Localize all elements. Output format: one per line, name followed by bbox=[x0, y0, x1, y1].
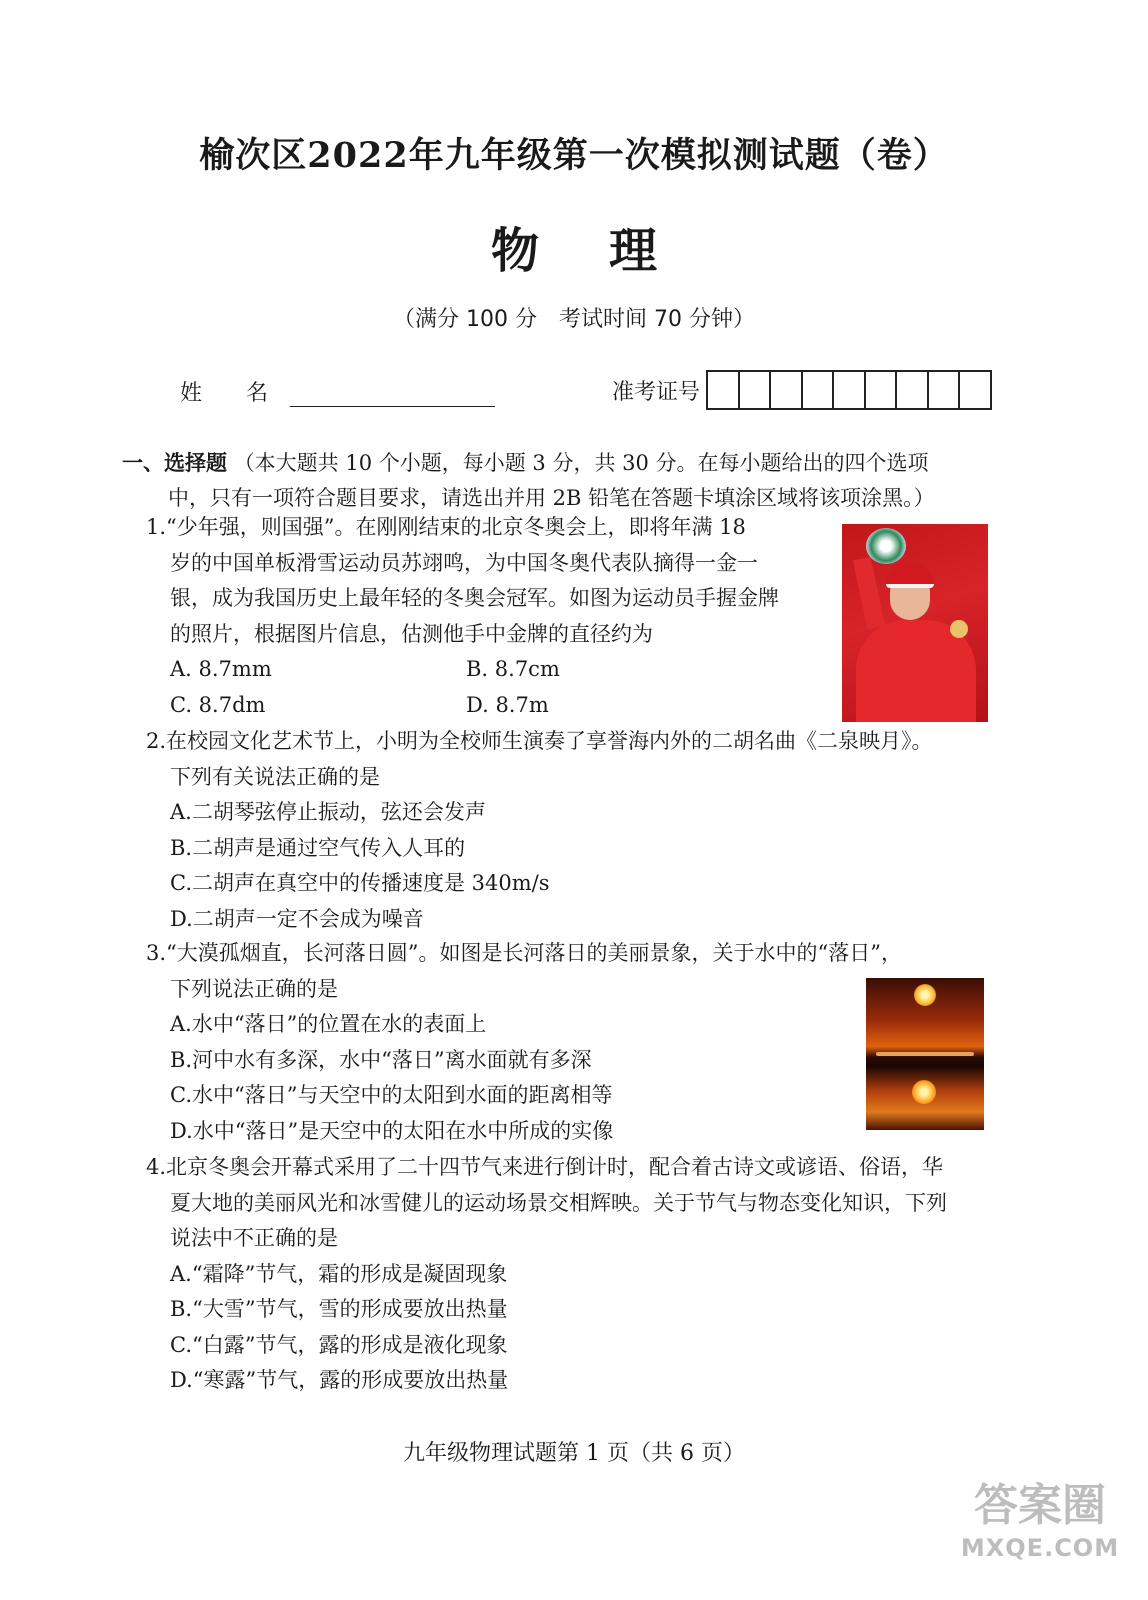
photo-bouquet bbox=[866, 528, 906, 564]
q3-line-1: 3.“大漠孤烟直，长河落日圆”。如图是长河落日的美丽景象，关于水中的“落日”， bbox=[146, 941, 902, 965]
exam-id-box[interactable] bbox=[801, 370, 833, 410]
q4-option-a[interactable]: A.“霜降”节气，霜的形成是凝固现象 bbox=[170, 1261, 508, 1286]
q1-line-2: 岁的中国单板滑雪运动员苏翊鸣，为中国冬奥代表队摘得一金一 bbox=[170, 550, 758, 575]
exam-id-box[interactable] bbox=[832, 370, 864, 410]
q3-option-d[interactable]: D.水中“落日”是天空中的太阳在水中所成的实像 bbox=[170, 1118, 614, 1143]
question-4 bbox=[146, 1150, 947, 1399]
watermark-url: MXQE.COM bbox=[960, 1534, 1120, 1562]
q4-line-3: 说法中不正确的是 bbox=[170, 1226, 338, 1250]
name-input-line[interactable] bbox=[290, 382, 495, 407]
photo-sun bbox=[914, 984, 936, 1006]
q4-option-b[interactable]: B.“大雪”节气，雪的形成要放出热量 bbox=[170, 1297, 508, 1321]
q1-options-row-1 bbox=[146, 652, 779, 688]
q1-option-c[interactable]: C. 8.7dm bbox=[170, 692, 266, 717]
exam-id-box[interactable] bbox=[927, 370, 959, 410]
q2-option-d[interactable]: D.二胡声一定不会成为噪音 bbox=[170, 906, 424, 931]
name-label: 姓名 bbox=[180, 381, 313, 406]
q4-line-1: 4.北京冬奥会开幕式采用了二十四节气来进行倒计时，配合着古诗文或谚语、俗语，华 bbox=[146, 1155, 944, 1179]
q3-option-b[interactable]: B.河中水有多深，水中“落日”离水面就有多深 bbox=[170, 1047, 592, 1072]
watermark-text: 答案圈 bbox=[974, 1480, 1106, 1531]
q2-option-c[interactable]: C.二胡声在真空中的传播速度是 340m/s bbox=[170, 871, 550, 895]
exam-id-box[interactable] bbox=[706, 370, 738, 410]
exam-id-box[interactable] bbox=[864, 370, 896, 410]
exam-id-box[interactable] bbox=[769, 370, 801, 410]
q1-line-3: 银，成为我国历史上最年轻的冬奥会冠军。如图为运动员手握金牌 bbox=[170, 586, 779, 610]
q2-option-a[interactable]: A.二胡琴弦停止振动，弦还会发声 bbox=[170, 800, 486, 824]
q1-line-1: 1.“少年强，则国强”。在刚刚结束的北京冬奥会上，即将年满 18 bbox=[146, 515, 746, 539]
photo-medal bbox=[950, 620, 968, 638]
section-heading bbox=[122, 445, 1002, 516]
photo-ripple bbox=[876, 1052, 974, 1056]
exam-id-boxes[interactable] bbox=[706, 370, 992, 410]
q3-option-c[interactable]: C.水中“落日”与天空中的太阳到水面的距离相等 bbox=[170, 1083, 613, 1107]
score-info: （满分 100 分 考试时间 70 分钟） bbox=[393, 307, 755, 332]
q4-option-c[interactable]: C.“白露”节气，露的形成是液化现象 bbox=[170, 1332, 508, 1357]
sunset-river-photo bbox=[866, 978, 984, 1130]
q2-line-1: 2.在校园文化艺术节上，小明为全校师生演奏了享誉海内外的二胡名曲《二泉映月》。 bbox=[146, 729, 933, 753]
q1-options-row-2 bbox=[146, 688, 779, 724]
exam-id-box[interactable] bbox=[895, 370, 927, 410]
q2-option-b[interactable]: B.二胡声是通过空气传入人耳的 bbox=[170, 835, 466, 860]
question-3 bbox=[146, 936, 902, 1149]
section-desc-1: （本大题共 10 个小题，每小题 3 分，共 30 分。在每小题给出的四个选项 bbox=[233, 451, 929, 475]
subject-title: 物理 bbox=[490, 223, 727, 279]
photo-arm bbox=[853, 557, 885, 629]
exam-id-field bbox=[612, 370, 992, 410]
q3-option-a[interactable]: A.水中“落日”的位置在水的表面上 bbox=[170, 1012, 487, 1036]
q1-line-4: 的照片，根据图片信息，估测他手中金牌的直径约为 bbox=[170, 621, 653, 646]
photo-sun-reflection bbox=[912, 1080, 936, 1104]
q4-option-d[interactable]: D.“寒露”节气，露的形成要放出热量 bbox=[170, 1368, 509, 1392]
page-footer: 九年级物理试题第 1 页（共 6 页） bbox=[403, 1441, 745, 1466]
section-desc-2: 中，只有一项符合题目要求，请选出并用 2B 铅笔在答题卡填涂区域将该项涂黑。） bbox=[168, 486, 935, 510]
watermark-logo bbox=[955, 1478, 1125, 1578]
q1-option-d[interactable]: D. 8.7m bbox=[466, 692, 549, 717]
q1-option-b[interactable]: B. 8.7cm bbox=[466, 657, 560, 681]
q3-line-2: 下列说法正确的是 bbox=[170, 976, 338, 1001]
question-1 bbox=[146, 510, 779, 723]
q1-option-a[interactable]: A. 8.7mm bbox=[170, 657, 272, 681]
exam-id-box[interactable] bbox=[738, 370, 770, 410]
q4-line-2: 夏大地的美丽风光和冰雪健儿的运动场景交相辉映。关于节气与物态变化知识，下列 bbox=[170, 1190, 947, 1215]
question-2 bbox=[146, 724, 933, 937]
exam-id-box[interactable] bbox=[958, 370, 992, 410]
name-field bbox=[180, 376, 495, 407]
page-title: 榆次区2022年九年级第一次模拟测试题（卷） bbox=[199, 135, 949, 176]
athlete-medal-photo bbox=[842, 524, 988, 722]
section-title: 一、选择题 bbox=[122, 450, 227, 475]
exam-id-label: 准考证号 bbox=[612, 379, 701, 405]
photo-hat bbox=[886, 562, 934, 588]
q2-line-2: 下列有关说法正确的是 bbox=[170, 764, 380, 789]
